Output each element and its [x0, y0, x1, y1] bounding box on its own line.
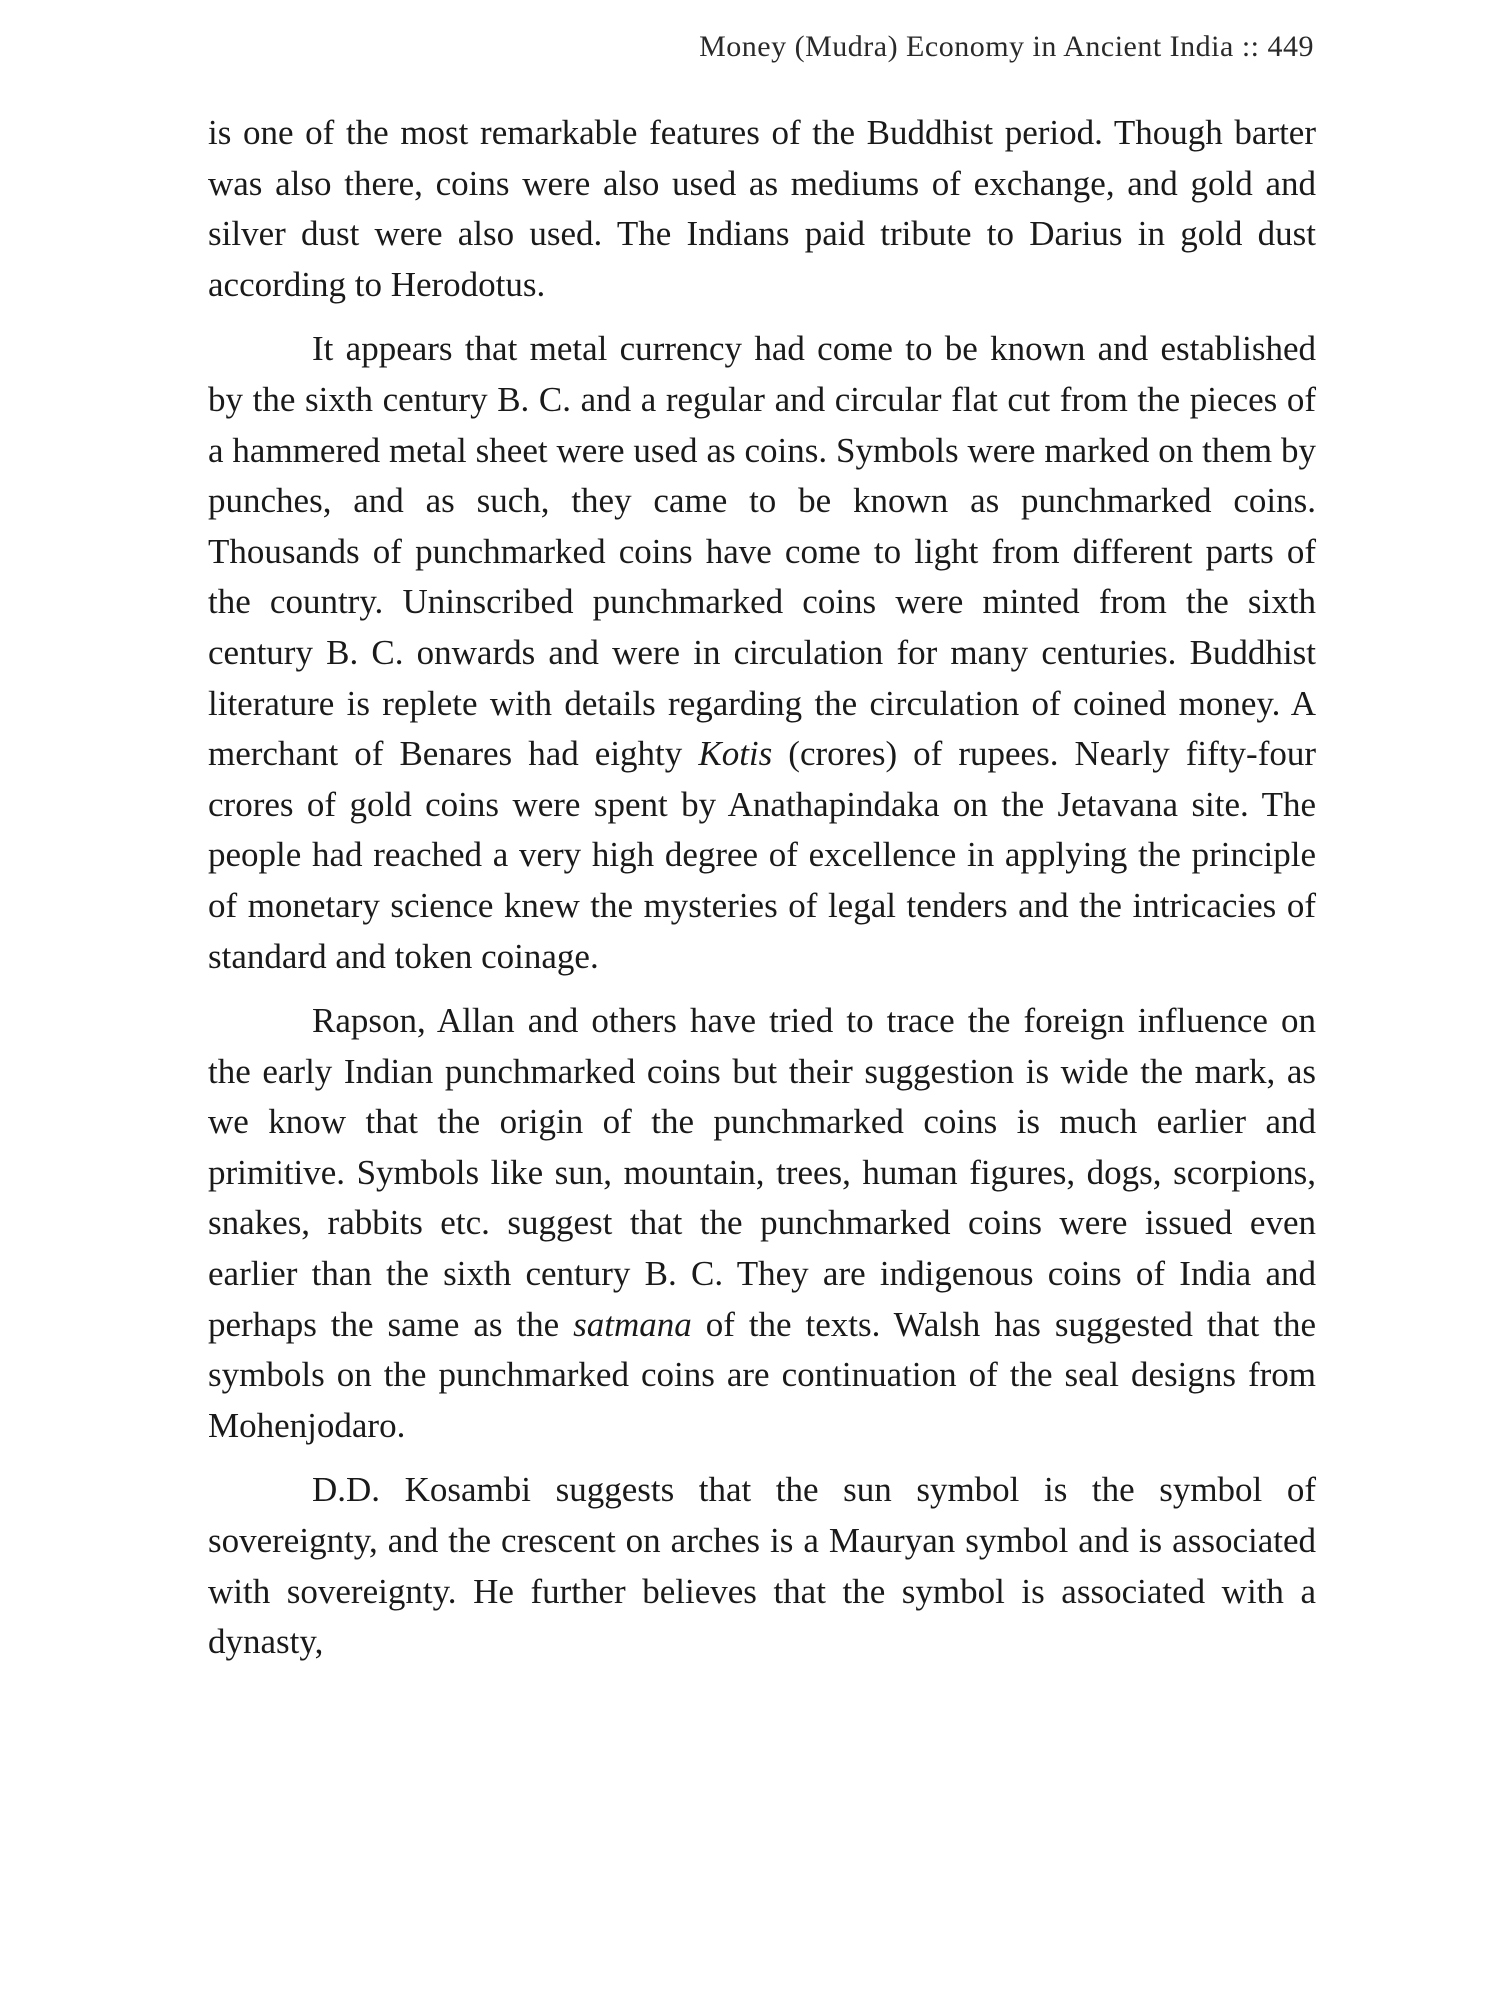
paragraph-2 — [208, 324, 1316, 982]
paragraph-2-text-b: (crores) of rupees. Nearly fifty-four crores of gold coins were spent by Anathapindaka on the Jetavana site. The people had reached a very high degree of excellence in applying the principle of monetary science knew the mysteries of legal tenders and the intricacies of standard and token coinage. — [208, 734, 1317, 976]
paragraph-3-text-b: of the texts. Walsh has suggested that the symbols on the punchmarked coins are continuation of the seal designs from Mohenjodaro. — [208, 1304, 1316, 1445]
italic-term-satmana: satmana — [573, 1304, 692, 1344]
paragraph-4-text: D.D. Kosambi suggests that the sun symbol is the symbol of sovereignty, and the crescent on arches is a Mauryan symbol and is associated with sovereignty. He further believes that the symbol is associated with a dynasty, — [208, 1470, 1316, 1662]
paragraph-3 — [208, 996, 1316, 1451]
paragraph-2-text-a: It appears that metal currency had come to be known and established by the sixth century B. C. and a regular and circular flat cut from the pieces of a hammered metal sheet were used as coins. Symbols were marked on them by punches, and as such, they came to be known as punchmarked coins. Thousands of punchmarked coins have come to light from different parts of the country. Uninscribed punchmarked coins were minted from the sixth century B. C. onwards and were in circulation for many centuries. Buddhist literature is replete with details regarding the circulation of coined money. A merchant of Benares had eighty — [208, 329, 1316, 774]
running-header: Money (Mudra) Economy in Ancient India :: 449 — [699, 30, 1314, 63]
body-text — [208, 108, 1316, 1682]
paragraph-3-text-a: Rapson, Allan and others have tried to trace the foreign influence on the early Indian punchmarked coins but their suggestion is wide the mark, as we know that the origin of the punchmarked coins is much earlier and primitive. Symbols like sun, mountain, trees, human figures, dogs, scorpions, snakes, rabbits etc. suggest that the punchmarked coins were issued even earlier than the sixth century B. C. They are indigenous coins of India and perhaps the same as the — [208, 1001, 1316, 1344]
paragraph-1 — [208, 108, 1316, 310]
italic-term-kotis: Kotis — [698, 734, 773, 774]
paragraph-4 — [208, 1465, 1316, 1667]
paragraph-1-text: is one of the most remarkable features of the Buddhist period. Though barter was also there, coins were also used as mediums of exchange, and gold and silver dust were also used. The Indians paid tribute to Darius in gold dust according to Herodotus. — [208, 113, 1316, 304]
